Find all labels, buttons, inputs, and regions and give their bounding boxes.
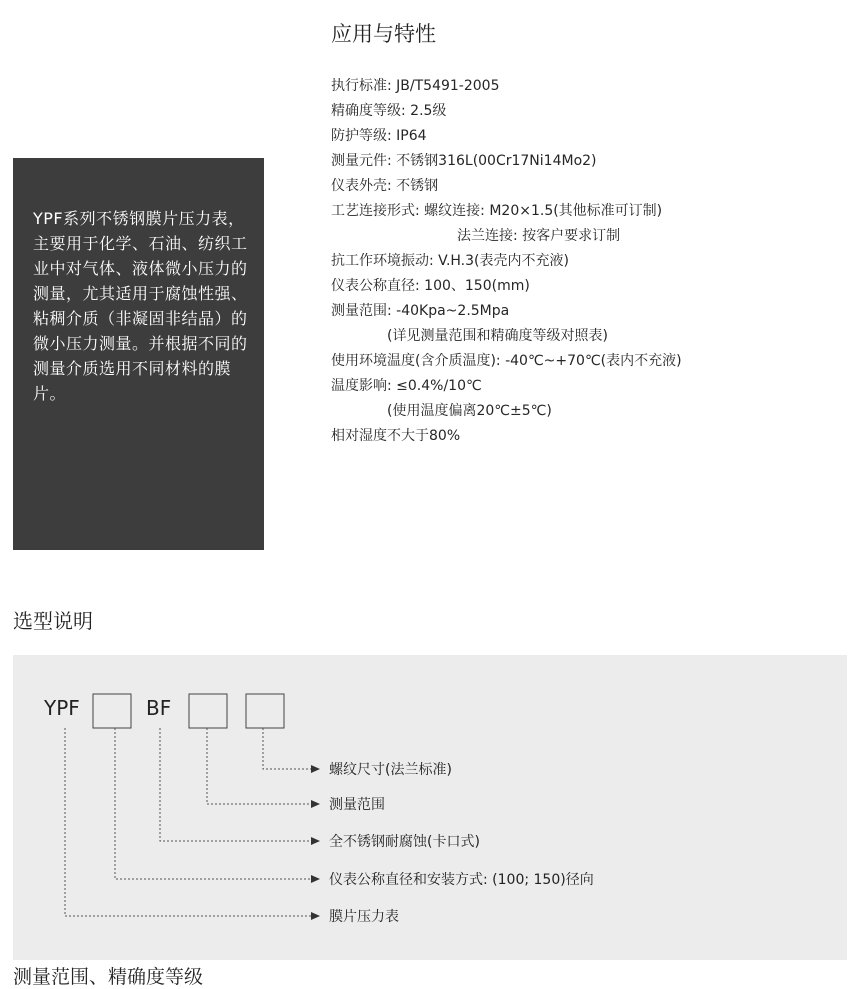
footer-title: 测量范围、精确度等级	[13, 966, 204, 988]
description-text: YPF系列不锈钢膜片压力表，主要用于化学、石油、纺织工业中对气体、液体微小压力的测量，尤其适用于腐蚀性强、粘稠介质（非凝固非结晶）的微小压力测量。并根据不同的测量介质选用不同材料的膜片。	[33, 209, 248, 403]
item-diameter-mount: 仪表公称直径和安装方式: (100; 150)径向	[329, 872, 594, 888]
spec-standard: 执行标准: JB/T5491-2005	[331, 78, 500, 94]
description-box	[13, 158, 264, 550]
spec-range-note: (详见测量范围和精确度等级对照表)	[387, 328, 608, 344]
code-box-2	[189, 694, 227, 728]
spec-temp-effect: 温度影响: ≤0.4%/10℃	[331, 378, 482, 394]
spec-list	[331, 74, 682, 449]
code-prefix: YPF	[44, 696, 80, 720]
spec-range: 测量范围: -40Kpa~2.5Mpa	[331, 303, 510, 319]
spec-ambient-temp: 使用环境温度(含介质温度): -40℃~+70℃(表内不充液)	[331, 353, 682, 369]
selection-diagram-svg	[13, 655, 847, 960]
spec-connection-flange: 法兰连接: 按客户要求订制	[457, 228, 621, 244]
item-thread-size: 螺纹尺寸(法兰标准)	[329, 762, 452, 778]
leader-line-ypf	[65, 728, 319, 916]
selection-title: 选型说明	[13, 609, 93, 633]
spec-case: 仪表外壳: 不锈钢	[331, 178, 439, 194]
spec-element: 测量元件: 不锈钢316L(00Cr17Ni14Mo2)	[331, 153, 597, 169]
item-gauge-type: 膜片压力表	[329, 909, 399, 925]
spec-humidity: 相对湿度不大于80%	[331, 428, 461, 444]
code-mid: BF	[146, 696, 172, 720]
item-stainless: 全不锈钢耐腐蚀(卡口式)	[329, 834, 480, 850]
item-measure-range: 测量范围	[329, 797, 385, 813]
selection-diagram	[13, 655, 847, 960]
code-box-3	[246, 694, 284, 728]
code-box-1	[93, 694, 131, 728]
leader-line-thread	[263, 728, 319, 769]
spec-accuracy: 精确度等级: 2.5级	[331, 103, 447, 119]
features-title: 应用与特性	[331, 22, 436, 46]
spec-vibration: 抗工作环境振动: V.H.3(表壳内不充液)	[331, 253, 569, 269]
spec-connection: 工艺连接形式: 螺纹连接: M20×1.5(其他标准可订制)	[331, 203, 663, 219]
spec-protection: 防护等级: IP64	[331, 128, 427, 144]
leader-line-bf	[160, 728, 319, 841]
spec-temp-effect-note: (使用温度偏离20℃±5℃)	[387, 403, 552, 419]
spec-diameter: 仪表公称直径: 100、150(mm)	[331, 278, 530, 294]
